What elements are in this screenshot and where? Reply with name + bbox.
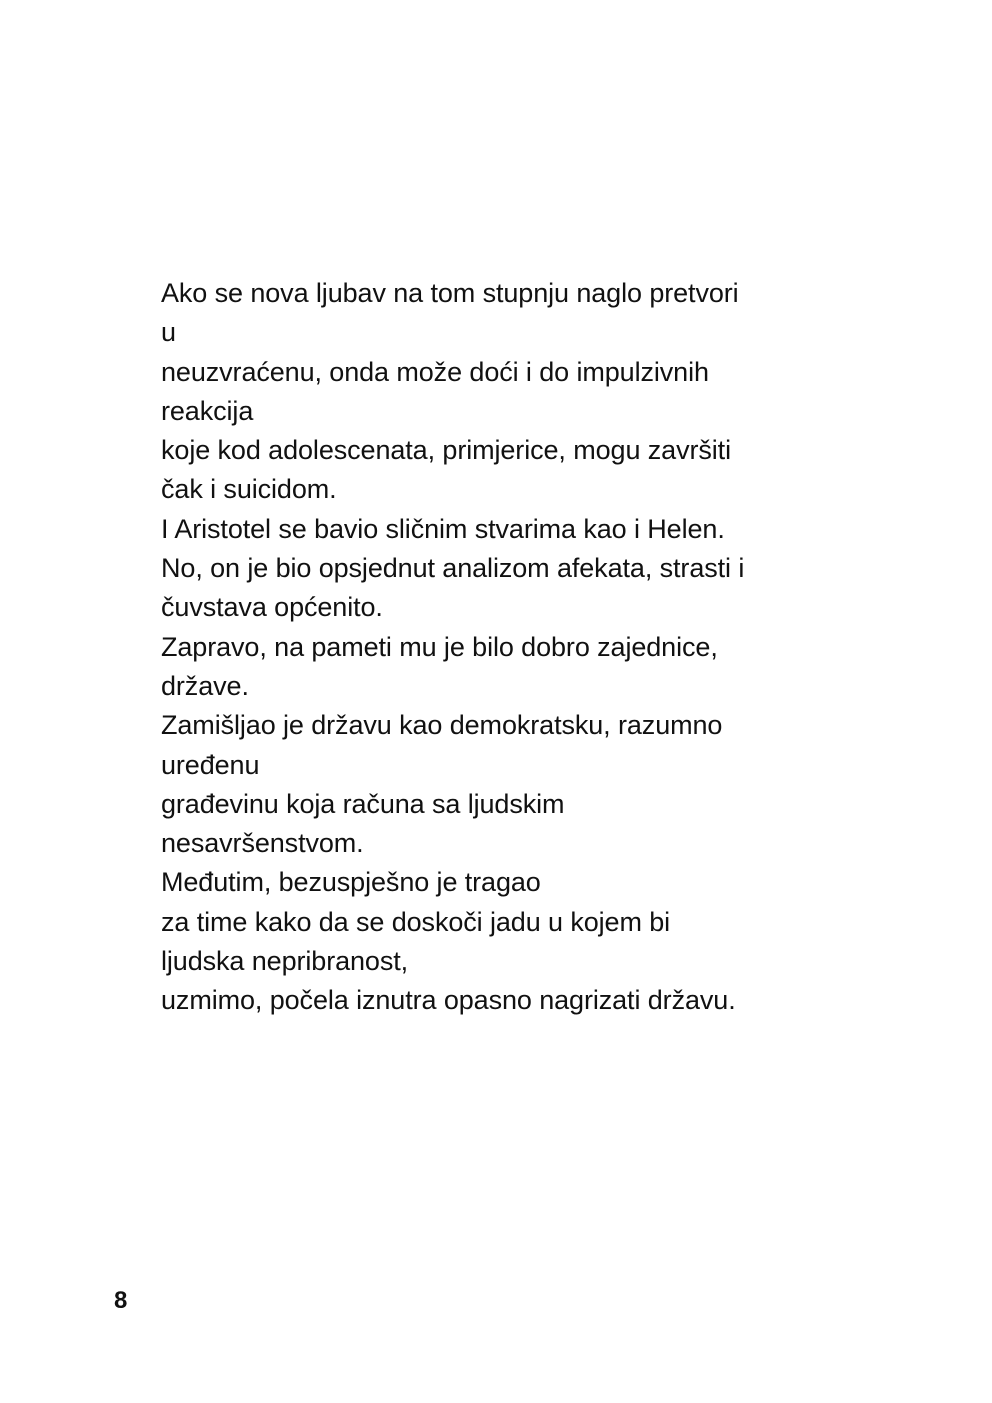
text-line: uređenu [161, 749, 260, 780]
text-line: Zapravo, na pameti mu je bilo dobro zajednice, [161, 631, 718, 662]
text-line: reakcija [161, 395, 254, 426]
text-line: neuzvraćenu, onda može doći i do impulzivnih [161, 356, 709, 387]
text-line: Međutim, bezuspješno je tragao [161, 867, 541, 898]
body-text [161, 274, 881, 1021]
text-line: čuvstava općenito. [161, 592, 383, 623]
text-line: građevinu koja računa sa ljudskim [161, 788, 565, 819]
text-line: ljudska nepribranost, [161, 946, 409, 977]
text-line: Ako se nova ljubav na tom stupnju naglo pretvori [161, 278, 739, 308]
text-line: države. [161, 670, 249, 701]
text-line: u [161, 317, 176, 348]
text-line: No, on je bio opsjednut analizom afekata, strasti i [161, 553, 745, 584]
text-line: Zamišljao je državu kao demokratsku, razumno [161, 710, 723, 741]
text-line: nesavršenstvom. [161, 828, 364, 859]
text-line: koje kod adolescenata, primjerice, mogu završiti [161, 435, 731, 466]
text-line: čak i suicidom. [161, 474, 337, 505]
page-number: 8 [114, 1287, 128, 1314]
text-line: za time kako da se doskoči jadu u kojem bi [161, 906, 671, 937]
text-line: I Aristotel se bavio sličnim stvarima kao i Helen. [161, 513, 725, 544]
text-line: uzmimo, počela iznutra opasno nagrizati državu. [161, 985, 736, 1016]
